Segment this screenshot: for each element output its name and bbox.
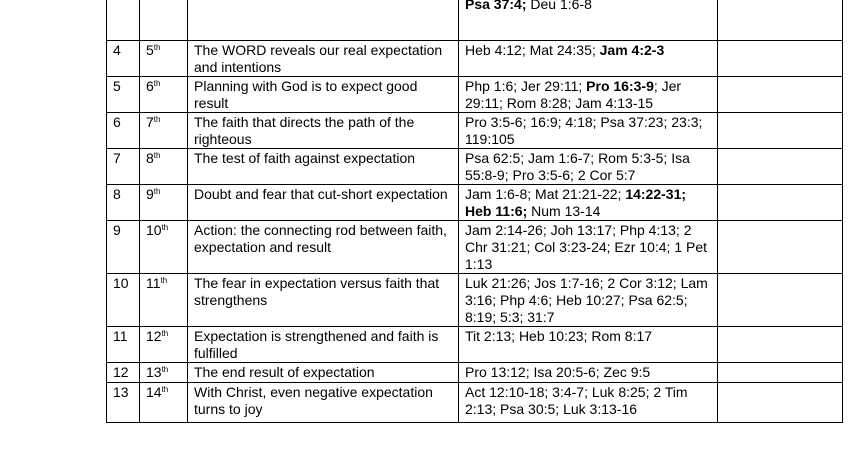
lesson-number-cell: 4	[107, 41, 140, 77]
notes-cell	[718, 327, 843, 363]
lesson-number-cell: 12	[107, 363, 140, 383]
scripture-references-cell	[459, 221, 718, 274]
table-row	[107, 149, 843, 185]
reference-text: Psa 62:5; Jam 1:6-7; Rom 5:3-5; Isa 55:8-9; Pro 3:5-6; 2 Cor 5:7	[465, 150, 690, 183]
week-number: 14	[146, 384, 162, 400]
week-number: 6	[146, 78, 154, 94]
week-ordinal-suffix: th	[153, 115, 161, 124]
notes-cell	[718, 0, 843, 41]
scripture-references-cell	[459, 327, 718, 363]
table-row	[107, 274, 843, 327]
reference-text: Jam 2:14-26; Joh 13:17; Php 4:13; 2 Chr 31:21; Col 3:23-24; Ezr 10:4; 1 Pet 1:13	[465, 222, 708, 272]
topic-cell: The faith that directs the path of the righteous	[188, 113, 459, 149]
scripture-references-cell	[459, 41, 718, 77]
lesson-number-cell: 6	[107, 113, 140, 149]
scripture-references-cell	[459, 77, 718, 113]
week-cell	[140, 363, 188, 383]
table-row	[107, 0, 843, 41]
study-plan-table	[106, 0, 843, 423]
week-number: 5	[146, 42, 154, 58]
notes-cell	[718, 185, 843, 221]
notes-cell	[718, 363, 843, 383]
reference-text: Pro 3:5-6; 16:9; 4:18; Psa 37:23; 23:3; 119:105	[465, 114, 703, 147]
reference-text: Num 13-14	[527, 203, 601, 219]
table-row	[107, 41, 843, 77]
week-cell	[140, 149, 188, 185]
week-ordinal-suffix: th	[153, 79, 161, 88]
week-ordinal-suffix: th	[160, 276, 168, 285]
reference-text: Pro 13:12; Isa 20:5-6; Zec 9:5	[465, 364, 651, 380]
lesson-number-cell: 7	[107, 149, 140, 185]
topic-cell	[188, 0, 459, 41]
scripture-references-cell	[459, 0, 718, 41]
week-ordinal-suffix: th	[153, 151, 161, 160]
study-plan-body	[107, 0, 843, 423]
week-cell	[140, 221, 188, 274]
topic-cell: The fear in expectation versus faith that strengthens	[188, 274, 459, 327]
key-reference: 14:22-31; Heb 11:6;	[465, 186, 687, 219]
reference-text: Deu 1:6-8	[526, 0, 592, 12]
reference-text: Jam 1:6-8; Mat 21:21-22;	[465, 186, 626, 202]
topic-cell: The test of faith against expectation	[188, 149, 459, 185]
notes-cell	[718, 113, 843, 149]
scripture-references-cell	[459, 113, 718, 149]
week-cell	[140, 0, 188, 41]
key-reference: Pro 16:3-9	[586, 78, 654, 94]
reference-text: Act 12:10-18; 3:4-7; Luk 8:25; 2 Tim 2:13; Psa 30:5; Luk 3:13-16	[465, 384, 688, 417]
key-reference: Psa 37:4;	[465, 0, 527, 12]
table-row	[107, 221, 843, 274]
notes-cell	[718, 383, 843, 423]
week-number: 9	[146, 186, 154, 202]
notes-cell	[718, 274, 843, 327]
topic-cell: Action: the connecting rod between faith, expectation and result	[188, 221, 459, 274]
week-number: 12	[146, 328, 162, 344]
reference-text: Luk 21:26; Jos 1:7-16; 2 Cor 3:12; Lam 3:16; Php 4:6; Heb 10:27; Psa 62:5; 8:19; 5:3; 31:7	[465, 275, 708, 325]
topic-cell: Doubt and fear that cut-short expectation	[188, 185, 459, 221]
scripture-references-cell	[459, 274, 718, 327]
notes-cell	[718, 221, 843, 274]
table-row	[107, 327, 843, 363]
scripture-references-cell	[459, 149, 718, 185]
week-ordinal-suffix: th	[161, 385, 169, 394]
table-row	[107, 185, 843, 221]
topic-cell: The WORD reveals our real expectation and intentions	[188, 41, 459, 77]
scripture-references-cell	[459, 185, 718, 221]
week-number: 7	[146, 114, 154, 130]
week-cell	[140, 185, 188, 221]
week-cell	[140, 274, 188, 327]
topic-cell: Planning with God is to expect good result	[188, 77, 459, 113]
week-ordinal-suffix: th	[161, 329, 169, 338]
table-row	[107, 77, 843, 113]
week-number: 11	[146, 275, 161, 291]
reference-text: Tit 2:13; Heb 10:23; Rom 8:17	[465, 328, 653, 344]
notes-cell	[718, 41, 843, 77]
lesson-number-cell	[107, 0, 140, 41]
topic-cell: The end result of expectation	[188, 363, 459, 383]
week-cell	[140, 77, 188, 113]
reference-text: Php 1:6; Jer 29:11;	[465, 78, 587, 94]
week-cell	[140, 383, 188, 423]
table-row	[107, 363, 843, 383]
lesson-number-cell: 9	[107, 221, 140, 274]
reference-text: ; Jer 29:11; Rom 8:28; Jam 4:13-15	[465, 78, 682, 111]
lesson-number-cell: 10	[107, 274, 140, 327]
scripture-references-cell	[459, 363, 718, 383]
reference-text: Heb 4:12; Mat 24:35;	[465, 42, 600, 58]
key-reference: Jam 4:2-3	[599, 42, 665, 58]
week-number: 8	[146, 150, 154, 166]
week-ordinal-suffix: th	[153, 187, 161, 196]
lesson-number-cell: 11	[107, 327, 140, 363]
week-cell	[140, 41, 188, 77]
table-row	[107, 113, 843, 149]
notes-cell	[718, 77, 843, 113]
lesson-number-cell: 13	[107, 383, 140, 423]
table-row	[107, 383, 843, 423]
week-cell	[140, 327, 188, 363]
week-ordinal-suffix: th	[161, 365, 169, 374]
lesson-number-cell: 5	[107, 77, 140, 113]
topic-cell: Expectation is strengthened and faith is fulfilled	[188, 327, 459, 363]
scripture-references-cell	[459, 383, 718, 423]
notes-cell	[718, 149, 843, 185]
week-number: 13	[146, 364, 162, 380]
week-ordinal-suffix: th	[153, 43, 161, 52]
topic-cell: With Christ, even negative expectation turns to joy	[188, 383, 459, 423]
lesson-number-cell: 8	[107, 185, 140, 221]
week-ordinal-suffix: th	[161, 223, 169, 232]
week-number: 10	[146, 222, 162, 238]
week-cell	[140, 113, 188, 149]
